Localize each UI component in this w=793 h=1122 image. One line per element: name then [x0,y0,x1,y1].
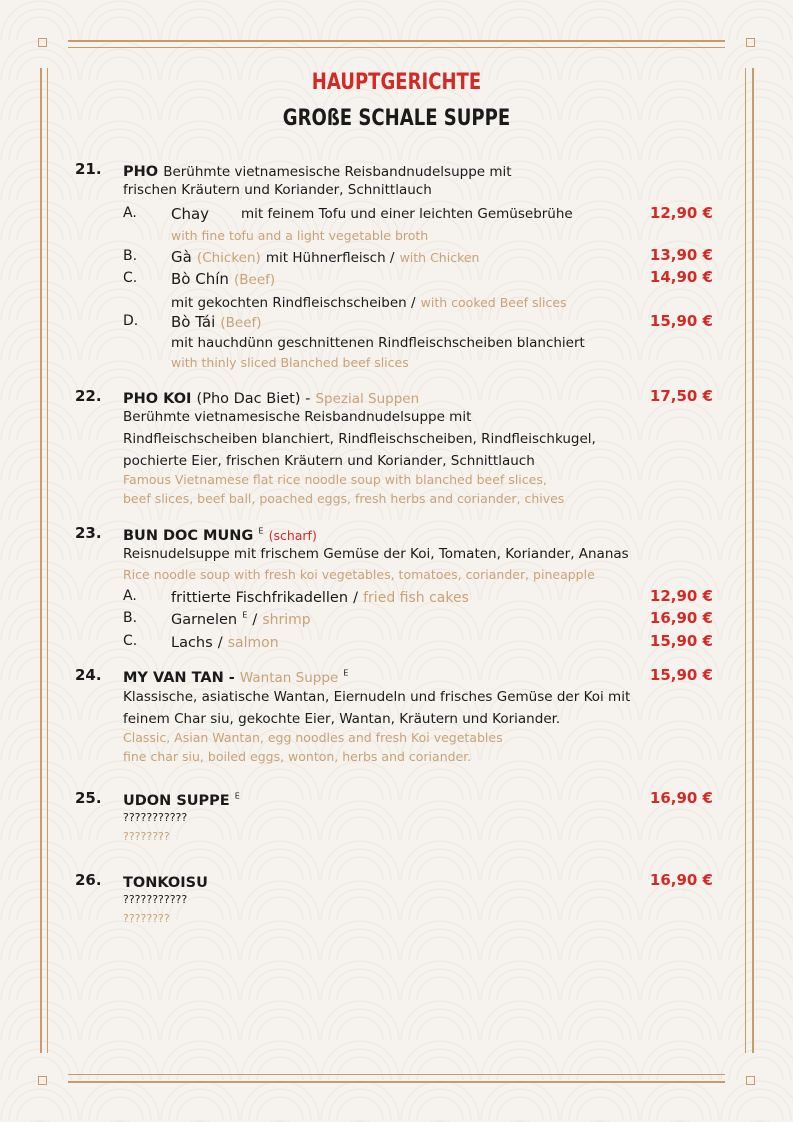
variant-price: 12,90 € [649,204,713,222]
variant-name: frittierte Fischfrikadellen [171,590,349,606]
variant-name: Bò Chín [171,270,229,288]
item-price: 15,90 € [649,666,713,684]
item-number: 23. [75,524,102,542]
variant-accent: (Chicken) [196,250,261,266]
item-number: 26. [75,871,102,889]
item-description-placeholder: ??????????? [123,811,188,824]
variant-english: with cooked Beef slices [420,295,567,310]
frame-corner-tl [38,38,47,47]
item-number: 22. [75,387,102,405]
item-english-placeholder: ???????? [123,912,170,925]
item-name: TONKOISU [123,875,208,891]
variant-price: 13,90 € [649,246,713,264]
frame-left-line [40,68,42,1053]
variant-price: 16,90 € [649,609,713,627]
frame-bottom-line [68,1074,725,1075]
item-number: 24. [75,666,102,684]
item-description: Reisnudelsuppe mit frischem Gemüse der Koi, Tomaten, Koriander, Ananas [123,546,629,562]
variant-letter: C. [123,633,138,649]
item-description: Berühmte vietnamesische Reisbandnudelsuppe mit [123,409,472,425]
page-subtitle: GROßE SCHALE SUPPE [282,106,511,131]
item-number: 25. [75,789,102,807]
variant-name: Garnelen [171,612,238,628]
item-english: Rice noodle soup with fresh koi vegetables, tomatoes, coriander, pineapple [123,567,595,582]
item-description-placeholder: ??????????? [123,893,188,906]
variant-description: mit gekochten Rindfleischscheiben / [171,295,416,311]
item-english-placeholder: ???????? [123,830,170,843]
item-name: PHO [123,164,159,180]
allergen-mark: E [234,791,240,801]
item-price: 17,50 € [649,387,713,405]
variant-description: mit feinem Tofu und einer leichten Gemüsebrühe [241,206,573,222]
item-name: BUN DOC MUNG [123,528,254,544]
frame-left-line-inner [47,68,48,1053]
frame-top-line-inner [68,47,725,48]
item-name-extra: (Pho Dac Biet) - [196,391,311,407]
frame-corner-tr [746,38,755,47]
frame-bottom-line-inner [68,1081,725,1083]
variant-english: salmon [227,635,279,651]
item-english: Famous Vietnamese flat rice noodle soup with blanched beef slices, [123,472,547,487]
allergen-mark: E [343,668,349,678]
frame-corner-br [746,1076,755,1085]
item-english: fine char siu, boiled eggs, wonton, herbs and coriander. [123,749,472,764]
item-description: feinem Char siu, gekochte Eier, Wantan, Kräutern und Koriander. [123,711,561,727]
item-accent: Wantan Suppe [239,670,339,686]
variant-letter: B. [123,610,138,626]
item-description: Klassische, asiatische Wantan, Eiernudeln und frisches Gemüse der Koi mit [123,689,631,705]
variant-description: mit hauchdünn geschnittenen Rindfleischscheiben blanchiert [171,335,585,351]
variant-name: Lachs [171,635,213,651]
item-name: PHO KOI [123,391,192,407]
item-description: pochierte Eier, frischen Kräutern und Koriander, Schnittlauch [123,453,535,469]
variant-english: with fine tofu and a light vegetable broth [171,228,429,243]
variant-slash: / [217,635,223,651]
item-name: UDON SUPPE [123,793,230,809]
variant-letter: D. [123,313,139,329]
variant-name: Chay [171,205,210,223]
variant-price: 15,90 € [649,312,713,330]
variant-english: fried fish cakes [363,590,469,606]
frame-right-line [745,68,746,1053]
variant-name: Gà [171,248,192,266]
variant-letter: C. [123,270,138,286]
frame-right-line-inner [752,68,754,1053]
allergen-mark: E [258,526,264,536]
variant-price: 14,90 € [649,268,713,286]
item-description: Rindfleischscheiben blanchiert, Rindfleischscheiben, Rindfleischkugel, [123,431,596,447]
item-price: 16,90 € [649,871,713,889]
item-description: frischen Kräutern und Koriander, Schnittlauch [123,182,432,198]
item-description: Berühmte vietnamesische Reisbandnudelsuppe mit [163,164,512,180]
item-english: beef slices, beef ball, poached eggs, fresh herbs and coriander, chives [123,491,565,506]
variant-english: with Chicken [399,250,480,265]
variant-letter: B. [123,248,138,264]
variant-english: shrimp [262,612,311,628]
frame-top-line [68,40,725,42]
item-english: Classic, Asian Wantan, egg noodles and fresh Koi vegetables [123,730,503,745]
item-number: 21. [75,160,102,178]
variant-english: with thinly sliced Blanched beef slices [171,355,409,370]
frame-corner-bl [38,1076,47,1085]
variant-letter: A. [123,588,137,604]
allergen-mark: E [242,610,248,620]
variant-accent: (Beef) [220,315,262,331]
variant-description: mit Hühnerfleisch / [265,250,395,266]
spicy-label: (scharf) [268,528,317,543]
item-price: 16,90 € [649,789,713,807]
variant-price: 15,90 € [649,632,713,650]
variant-slash: / [353,590,359,606]
variant-name: Bò Tái [171,313,216,331]
item-name: MY VAN TAN - [123,670,235,686]
item-accent: Spezial Suppen [315,391,420,407]
page-title: HAUPTGERICHTE [311,70,482,95]
variant-letter: A. [123,205,137,221]
variant-price: 12,90 € [649,587,713,605]
variant-slash: / [252,612,258,628]
variant-accent: (Beef) [233,272,276,288]
